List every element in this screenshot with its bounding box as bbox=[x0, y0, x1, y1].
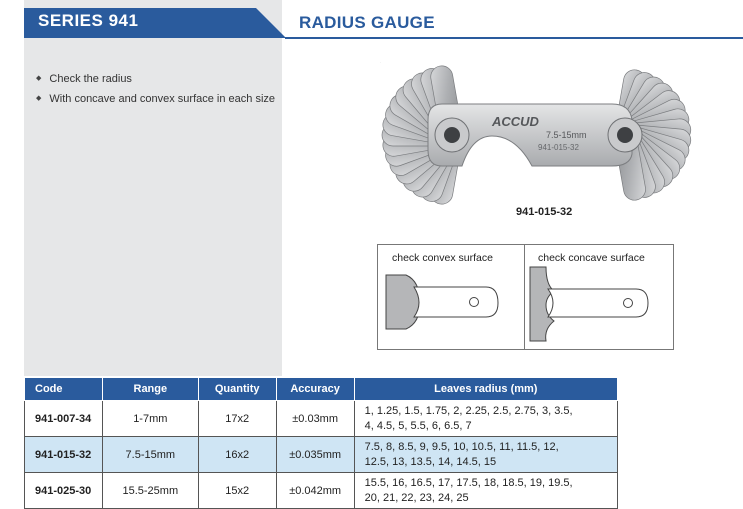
convex-leaf-hole bbox=[470, 298, 479, 307]
cell-leaves bbox=[354, 473, 617, 509]
cell-accuracy: ±0.042mm bbox=[276, 473, 354, 509]
table-row bbox=[25, 401, 618, 437]
cell-code: 941-025-30 bbox=[25, 473, 103, 509]
convex-workpiece bbox=[386, 275, 420, 329]
cell-quantity: 15x2 bbox=[198, 473, 276, 509]
leaves-line: 12.5, 13, 13.5, 14, 14.5, 15 bbox=[364, 455, 497, 468]
spec-table bbox=[24, 377, 618, 509]
cell-quantity: 17x2 bbox=[198, 401, 276, 437]
gauge-brand: ACCUD bbox=[492, 114, 539, 129]
feature-item bbox=[36, 89, 275, 109]
cell-leaves bbox=[354, 401, 617, 437]
usage-diagram bbox=[377, 244, 674, 350]
cell-quantity: 16x2 bbox=[198, 437, 276, 473]
convex-label: check convex surface bbox=[392, 252, 493, 264]
table-header-row bbox=[25, 378, 618, 401]
feature-text: Check the radius bbox=[49, 73, 132, 85]
col-header-code: Code bbox=[25, 378, 103, 401]
diamond-bullet-icon: ◆ bbox=[36, 95, 42, 102]
cell-range: 1-7mm bbox=[102, 401, 198, 437]
radius-gauge-image bbox=[380, 62, 694, 208]
gauge-engraving-range: 7.5-15mm bbox=[546, 130, 587, 140]
diamond-bullet-icon: ◆ bbox=[36, 75, 42, 82]
leaves-line: 1, 1.25, 1.5, 1.75, 2, 2.25, 2.5, 2.75, 3, 3.5, bbox=[364, 404, 573, 417]
cell-leaves bbox=[354, 437, 617, 473]
concave-label: check concave surface bbox=[538, 252, 645, 264]
col-header-quantity: Quantity bbox=[198, 378, 276, 401]
concave-leaf-hole bbox=[624, 299, 633, 308]
side-panel bbox=[24, 0, 282, 376]
diagram-drawings bbox=[378, 245, 673, 349]
gauge-engraving-code: 941-015-32 bbox=[538, 143, 579, 152]
col-header-leaves: Leaves radius (mm) bbox=[354, 378, 617, 401]
header-rule bbox=[285, 37, 743, 39]
convex-gauge-leaf bbox=[414, 287, 498, 317]
cell-range: 7.5-15mm bbox=[102, 437, 198, 473]
product-title: RADIUS GAUGE bbox=[299, 13, 435, 32]
leaves-line: 15.5, 16, 16.5, 17, 17.5, 18, 18.5, 19, 19.5, bbox=[364, 476, 573, 489]
table-row bbox=[25, 437, 618, 473]
cell-range: 15.5-25mm bbox=[102, 473, 198, 509]
series-title: SERIES 941 bbox=[38, 11, 139, 30]
leaves-line: 4, 4.5, 5, 5.5, 6, 6.5, 7 bbox=[364, 419, 472, 432]
leaves-line: 7.5, 8, 8.5, 9, 9.5, 10, 10.5, 11, 11.5, 12, bbox=[364, 440, 559, 453]
concave-workpiece bbox=[530, 267, 554, 341]
cell-accuracy: ±0.035mm bbox=[276, 437, 354, 473]
leaves-line: 20, 21, 22, 23, 24, 25 bbox=[364, 491, 469, 504]
col-header-accuracy: Accuracy bbox=[276, 378, 354, 401]
feature-list bbox=[36, 69, 275, 109]
cell-code: 941-007-34 bbox=[25, 401, 103, 437]
feature-item bbox=[36, 69, 275, 89]
col-header-range: Range bbox=[102, 378, 198, 401]
feature-text: With concave and convex surface in each size bbox=[49, 93, 276, 105]
table-row bbox=[25, 473, 618, 509]
image-caption: 941-015-32 bbox=[516, 206, 573, 218]
cell-accuracy: ±0.03mm bbox=[276, 401, 354, 437]
cell-code: 941-015-32 bbox=[25, 437, 103, 473]
